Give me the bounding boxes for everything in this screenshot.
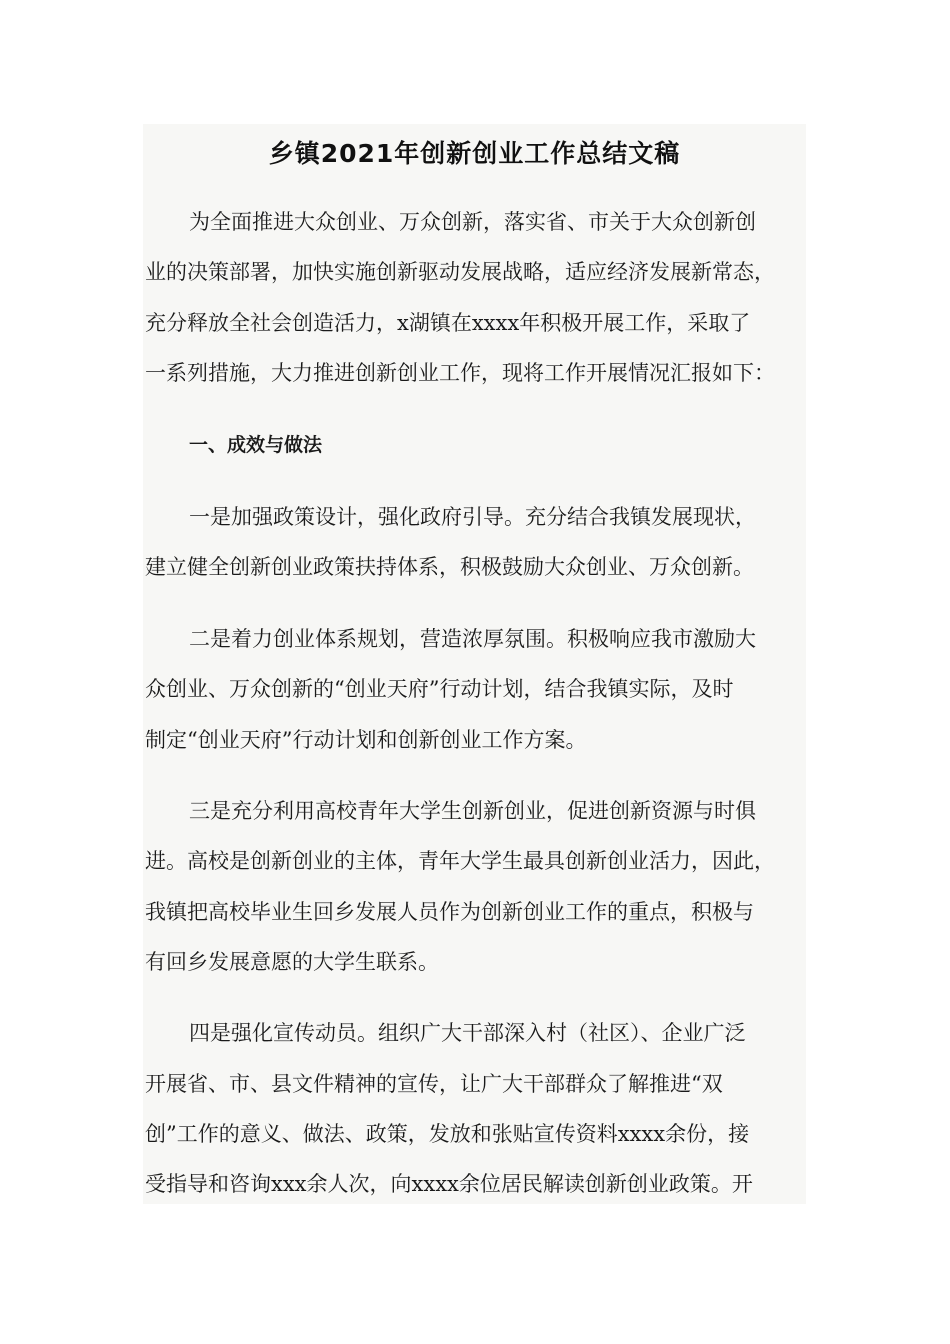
paragraph-line: 我镇把高校毕业生回乡发展人员作为创新创业工作的重点，积极与 [145,900,754,924]
paragraph-line: 有回乡发展意愿的大学生联系。 [145,950,439,974]
paragraph-line: 建立健全创新创业政策扶持体系，积极鼓励大众创业、万众创新。 [145,555,754,579]
paragraph-line: 受指导和咨询xxx余人次，向xxxx余位居民解读创新创业政策。开 [145,1172,753,1196]
paragraph-line: 开展省、市、县文件精神的宣传，让广大干部群众了解推进“双 [145,1072,723,1096]
paragraph-line: 创”工作的意义、做法、政策，发放和张贴宣传资料xxxx余份，接 [145,1122,750,1146]
paragraph-line: 为全面推进大众创业、万众创新，落实省、市关于大众创新创 [189,210,756,234]
section-heading: 一、成效与做法 [189,434,323,456]
paragraph-line: 业的决策部署，加快实施创新驱动发展战略，适应经济发展新常态， [145,260,775,284]
paragraph-line: 进。高校是创新创业的主体，青年大学生最具创新创业活力，因此， [145,849,775,873]
paragraph-line: 一系列措施，大力推进创新创业工作，现将工作开展情况汇报如下： [145,361,775,385]
paragraph-line: 制定“创业天府”行动计划和创新创业工作方案。 [145,728,587,752]
paragraph-line: 充分释放全社会创造活力，x湖镇在xxxx年积极开展工作，采取了 [145,311,751,335]
paragraph-line: 众创业、万众创新的“创业天府”行动计划，结合我镇实际，及时 [145,677,734,701]
paragraph-line: 四是强化宣传动员。组织广大干部深入村（社区）、企业广泛 [189,1021,746,1045]
paragraph-line: 二是着力创业体系规划，营造浓厚氛围。积极响应我市激励大 [189,627,756,651]
document-title: 乡镇2021年创新创业工作总结文稿 [268,139,681,168]
paragraph-line: 一是加强政策设计，强化政府引导。充分结合我镇发展现状， [189,505,756,529]
paragraph-line: 三是充分利用高校青年大学生创新创业，促进创新资源与时俱 [189,799,756,823]
